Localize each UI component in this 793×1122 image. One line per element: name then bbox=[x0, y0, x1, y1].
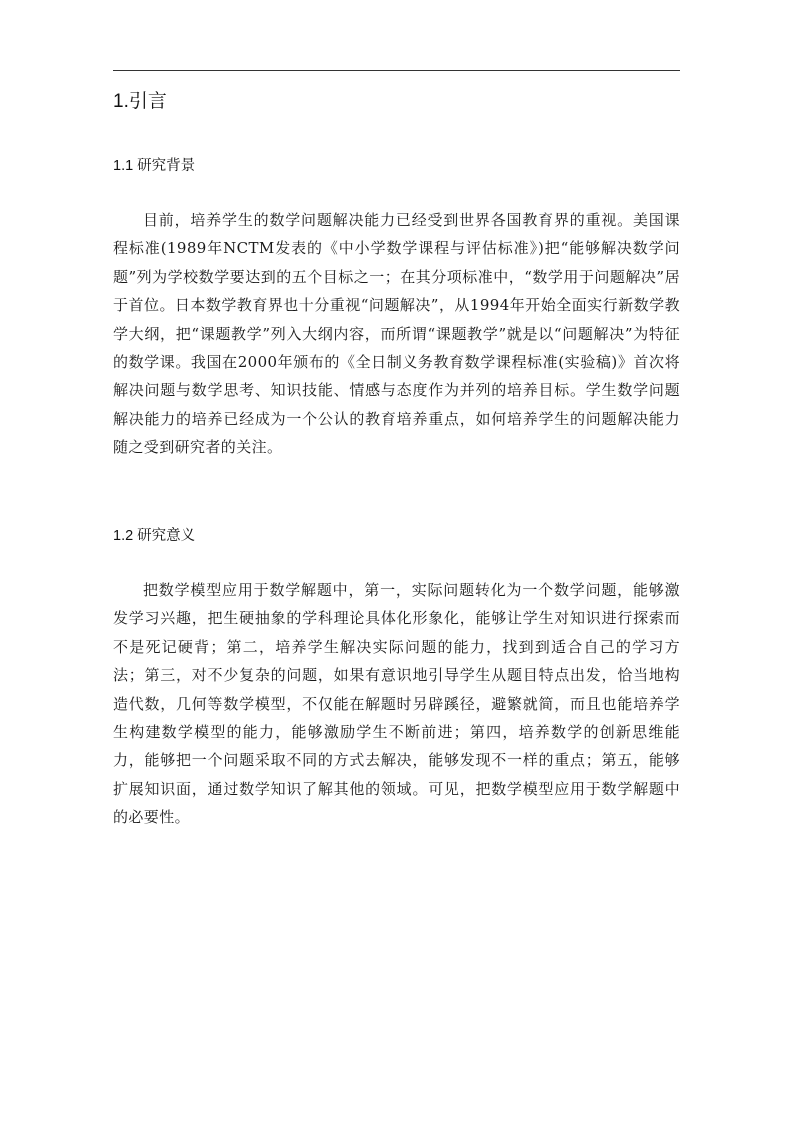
section-paragraph-background: 目前，培养学生的数学问题解决能力已经受到世界各国教育界的重视。美国课程标准(1989年NCTM发表的《中小学数学课程与评估标准》)把“能够解决数学问题”列为学校数学要达到的五个目标之一；在其分项标准中，“数学用于问题解决”居于首位。日本数学教育界也十分重视“问题解决”，从1994年开始全面实行新数学教学大纲，把“课题教学”列入大纲内容，而所谓“课题教学”就是以“问题解决”为特征的数学课。我国在2000年颁布的《全日制义务教育数学课程标准(实验稿)》首次将解决问题与数学思考、知识技能、情感与态度作为并列的培养目标。学生数学问题解决能力的培养已经成为一个公认的教育培养重点，如何培养学生的问题解决能力随之受到研究者的关注。 bbox=[113, 211, 680, 457]
section-title-significance: 1.2 研究意义 bbox=[113, 528, 196, 544]
chapter-title: 1.引言 bbox=[113, 91, 167, 112]
header-rule bbox=[113, 70, 680, 71]
section-title-background: 1.1 研究背景 bbox=[113, 158, 196, 174]
section-paragraph-significance: 把数学模型应用于数学解题中，第一，实际问题转化为一个数学问题，能够激发学习兴趣，把生硬抽象的学科理论具体化形象化，能够让学生对知识进行探索而不是死记硬背；第二，培养学生解决实际问题的能力，找到到适合自己的学习方法；第三，对不少复杂的问题，如果有意识地引导学生从题目特点出发，恰当地构造代数，几何等数学模型，不仅能在解题时另辟蹊径，避繁就简，而且也能培养学生构建数学模型的能力，能够激励学生不断前进；第四，培养数学的创新思维能力，能够把一个问题采取不同的方式去解决，能够发现不一样的重点；第五，能够扩展知识面，通过数学知识了解其他的领域。可见，把数学模型应用于数学解题中的必要性。 bbox=[113, 581, 680, 827]
